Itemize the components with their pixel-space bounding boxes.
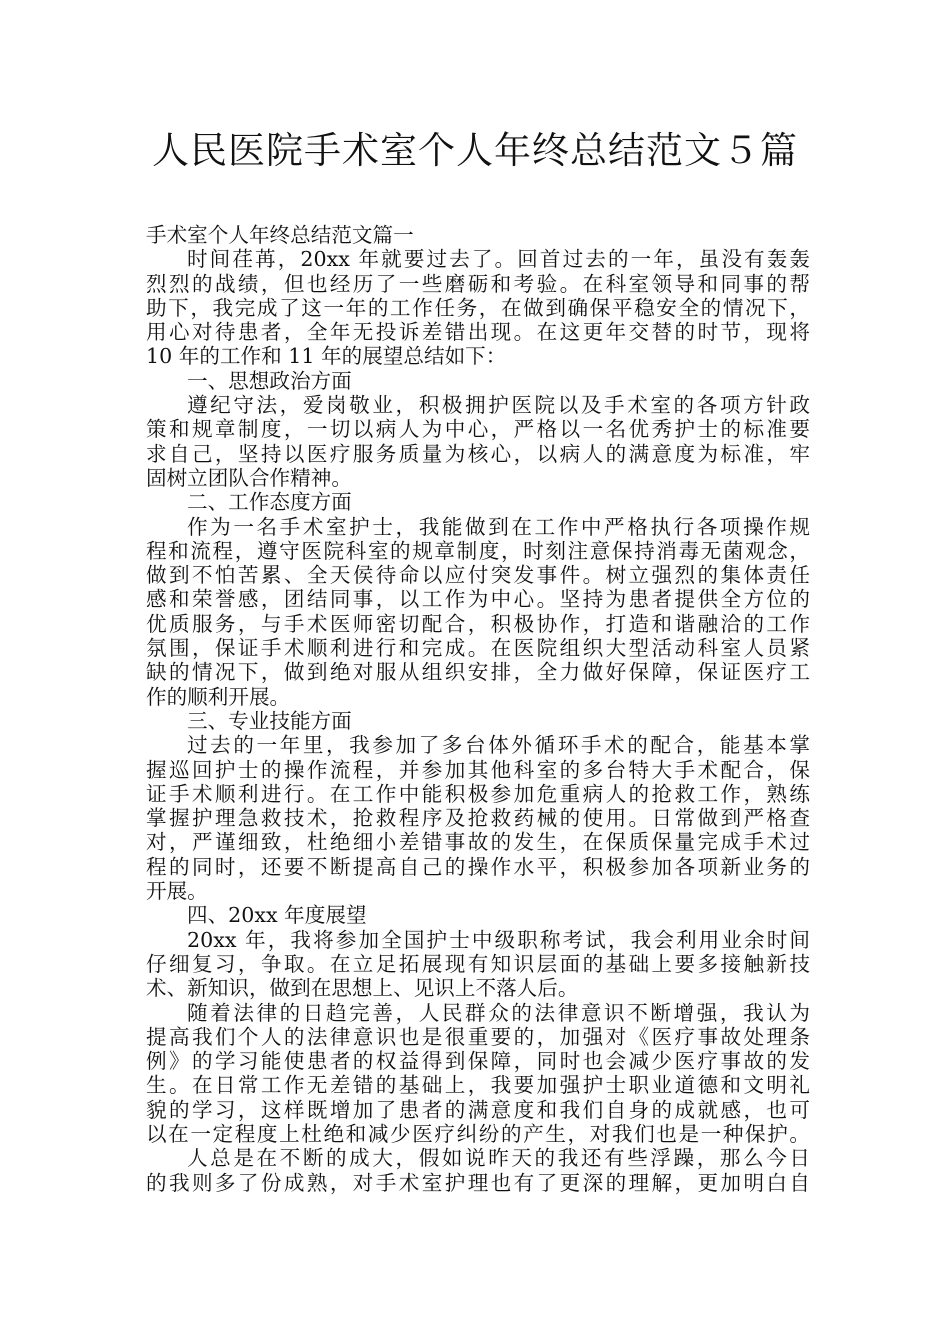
text-line: 三、专业技能方面 [187,708,352,733]
text-line: 二、工作态度方面 [187,490,352,515]
text-line: 20xx 年，我将参加全国护士中级职称考试，我会利用业余时间 [187,927,810,952]
text-line: 做到不怕苦累、全天侯待命以应付突发事件。树立强烈的集体责任 [146,563,810,588]
text-line: 作的顺利开展。 [146,684,291,709]
text-line: 貌的学习，这样既增加了患者的满意度和我们自身的成就感，也可 [146,1097,810,1122]
text-line: 四、20xx 年度展望 [187,903,367,928]
text-line: 程的同时，还要不断提高自己的操作水平，积极参加各项新业务的 [146,854,810,879]
text-line: 10 年的工作和 11 年的展望总结如下： [146,344,507,369]
text-line: 求自己，坚持以医疗服务质量为核心，以病人的满意度为标准，牢 [146,441,810,466]
text-line: 人总是在不断的成大，假如说昨天的我还有些浮躁，那么今日 [187,1146,810,1171]
text-line: 遵纪守法，爱岗敬业，积极拥护医院以及手术室的各项方针政 [187,393,810,418]
text-line: 烈烈的战绩，但也经历了一些磨砺和考验。在科室领导和同事的帮 [146,271,810,296]
text-line: 感和荣誉感，团结同事，以工作为中心。坚持为患者提供全方位的 [146,587,810,612]
text-line: 作为一名手术室护士，我能做到在工作中严格执行各项操作规 [187,514,810,539]
text-line: 例》的学习能使患者的权益得到保障，同时也会减少医疗事故的发 [146,1049,810,1074]
document-title: 人民医院手术室个人年终总结范文５篇 [152,129,798,172]
text-line: 开展。 [146,879,208,904]
text-line: 氛围，保证手术顺利进行和完成。在医院组织大型活动科室人员紧 [146,636,810,661]
text-line: 手术室个人年终总结范文篇一 [146,223,414,247]
text-line: 用心对待患者，全年无投诉差错出现。在这更年交替的时节，现将 [146,320,810,345]
text-line: 固树立团队合作精神。 [146,465,352,490]
text-line: 掌握护理急救技术，抢救程序及抢救药械的使用。日常做到严格查 [146,806,810,831]
text-line: 一、思想政治方面 [187,368,352,393]
document-body [146,223,810,1195]
text-line: 随着法律的日趋完善，人民群众的法律意识不断增强，我认为 [187,1000,810,1025]
text-line: 握巡回护士的操作流程，并参加其他科室的多台特大手术配合，保 [146,757,810,782]
text-line: 证手术顺利进行。在工作中能积极参加危重病人的抢救工作，熟练 [146,781,810,806]
text-line: 术、新知识，做到在思想上、见识上不落人后。 [146,976,579,1001]
text-line: 时间荏苒，20xx 年就要过去了。回首过去的一年，虽没有轰轰 [187,247,810,272]
text-line: 缺的情况下，做到绝对服从组织安排，全力做好保障，保证医疗工 [146,660,810,685]
text-line: 以在一定程度上杜绝和减少医疗纠纷的产生，对我们也是一种保护。 [146,1121,810,1146]
text-line: 优质服务，与手术医师密切配合，积极协作，打造和谐融洽的工作 [146,611,810,636]
text-line: 的我则多了份成熟，对手术室护理也有了更深的理解，更加明白自 [146,1170,810,1195]
text-line: 对，严谨细致，杜绝细小差错事故的发生，在保质保量完成手术过 [146,830,810,855]
text-line: 助下，我完成了这一年的工作任务，在做到确保平稳安全的情况下， [146,295,810,320]
text-line: 程和流程，遵守医院科室的规章制度，时刻注意保持消毒无菌观念， [146,538,810,563]
text-line: 提高我们个人的法律意识也是很重要的，加强对《医疗事故处理条 [146,1024,810,1049]
text-line: 策和规章制度，一切以病人为中心，严格以一名优秀护士的标准要 [146,417,810,442]
text-line: 过去的一年里，我参加了多台体外循环手术的配合，能基本掌 [187,733,810,758]
text-line: 仔细复习，争取。在立足拓展现有知识层面的基础上要多接触新技 [146,951,810,976]
text-line: 生。在日常工作无差错的基础上，我要加强护士职业道德和文明礼 [146,1073,810,1098]
